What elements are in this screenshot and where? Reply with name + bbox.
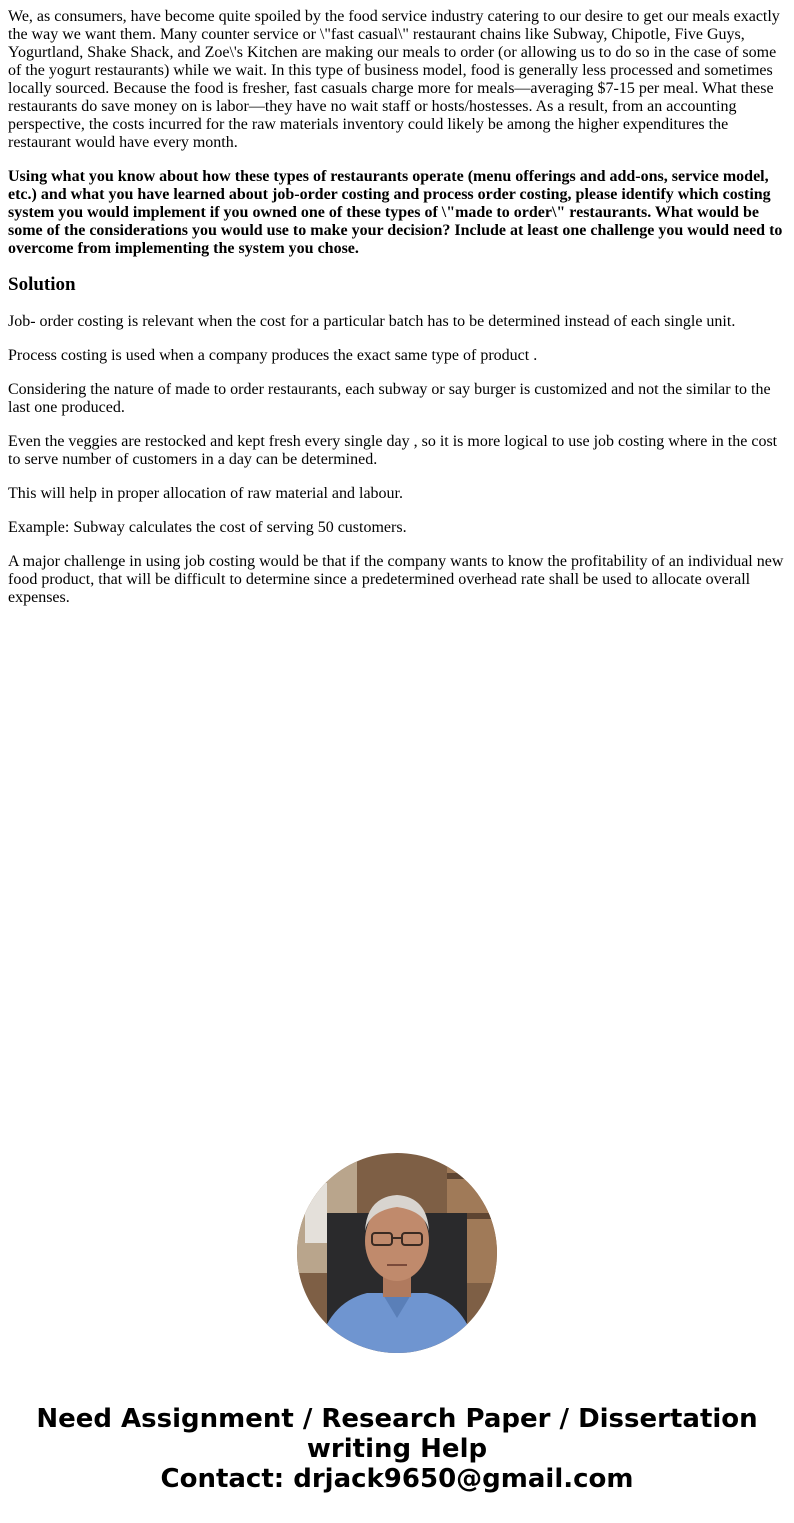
solution-paragraph: Process costing is used when a company produces the exact same type of product . bbox=[8, 347, 538, 364]
avatar-photo bbox=[297, 1153, 497, 1353]
footer-line: Need Assignment / Research Paper / Dissertation bbox=[36, 1404, 758, 1434]
footer-banner bbox=[0, 1404, 794, 1494]
question-intro: We, as consumers, have become quite spoiled by the food service industry catering to our desire to get our meals exactly the way we want them. Many counter service or \"fast casual\" restaurant chains like Subway, Chipotle, Five Guys, Yogurtland, Shake Shack, and Zoe\'s Kitchen are making our meals to order (or allowing us to do so in the case of some of the yogurt restaurants) while we wait. In this type of business model, food is generally less processed and sometimes locally sourced. Because the food is fresher, fast casuals charge more for meals—averaging $7-15 per meal. What these restaurants do save money on is labor—they have no wait staff or hosts/hostesses. As a result, from an accounting perspective, the costs incurred for the raw materials inventory could likely be among the higher expenditures the restaurant would have every month. bbox=[8, 8, 780, 151]
solution-paragraph: This will help in proper allocation of raw material and labour. bbox=[8, 485, 403, 502]
solution-paragraph: A major challenge in using job costing would be that if the company wants to know the profitability of an individual new food product, that will be difficult to determine since a predetermined overhead rate shall be used to allocate overall expenses. bbox=[8, 553, 784, 606]
footer-line: writing Help bbox=[306, 1434, 488, 1464]
question-prompt: Using what you know about how these types of restaurants operate (menu offerings and add-ons, service model, etc.) and what you have learned about job-order costing and process order costing, please identify which costing system you would implement if you owned one of these types of \"made to order\" restaurants. What would be some of the considerations you would use to make your decision? Include at least one challenge you would need to overcome from implementing the system you chose. bbox=[8, 168, 783, 257]
solution-paragraph: Considering the nature of made to order restaurants, each subway or say burger is customized and not the similar to the last one produced. bbox=[8, 381, 771, 416]
author-avatar bbox=[297, 1153, 497, 1353]
article bbox=[8, 8, 786, 623]
solution-paragraph: Example: Subway calculates the cost of serving 50 customers. bbox=[8, 519, 407, 536]
footer-contact: Contact: drjack9650@gmail.com bbox=[160, 1464, 634, 1494]
solution-paragraph: Job- order costing is relevant when the cost for a particular batch has to be determined instead of each single unit. bbox=[8, 313, 736, 330]
solution-paragraph: Even the veggies are restocked and kept fresh every single day , so it is more logical to use job costing where in the cost to serve number of customers in a day can be determined. bbox=[8, 433, 778, 468]
solution-heading: Solution bbox=[8, 274, 76, 295]
